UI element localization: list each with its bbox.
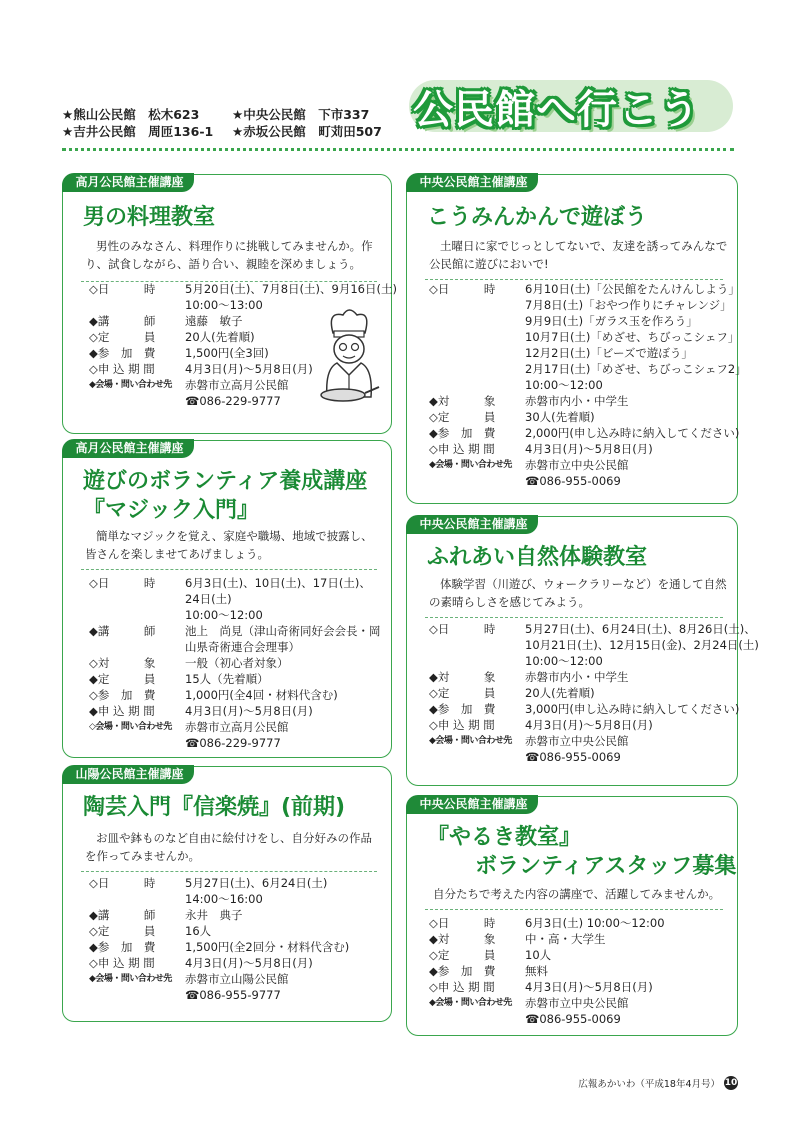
card-nature-experience [406,516,759,786]
card-tab: 高月公民館主催講座 [62,173,194,192]
info-label: ◇日 時 [429,916,496,930]
info-value: 赤磐市立山陽公民館 [185,972,289,986]
card-description: 土曜日に家でじっとしてないで、友達を誘ってみんなで公民館に遊びにおいで! [429,239,728,271]
info-value: 4月3日(月)～5月8日(月) [185,704,313,718]
card-description: 簡単なマジックを覚え、家庭や職場、地域で披露し、皆さんを楽しませてあげましょう。 [85,529,373,561]
info-row [429,637,759,653]
center-entry: ★熊山公民館 松木623 [62,107,200,122]
info-value: 15人（先着順） [185,672,269,686]
info-label: ◆講 師 [89,908,156,922]
info-row [429,281,740,297]
info-row [89,575,385,607]
card-magic-volunteer [62,440,392,758]
info-label: ◇申 込 期 間 [89,362,155,376]
info-label [429,361,525,377]
info-row [429,931,735,947]
info-value: 16人 [185,924,212,938]
info-label: ◇日 時 [89,876,156,890]
card-info [429,621,759,765]
card-info [89,875,389,1003]
info-row [429,345,735,361]
footer-text: 広報あかいわ（平成18年4月号） [578,1079,720,1090]
info-row [89,281,397,297]
info-value: 赤磐市立中央公民館 [525,996,629,1010]
info-value: 30人(先着順) [525,410,595,424]
info-value: 10月21日(土)、12月15日(金)、2月24日(土) [525,638,759,652]
info-label: ◇日 時 [429,622,496,636]
info-label [429,749,525,765]
info-label: ◆対 象 [429,932,496,946]
info-value: 10:00～12:00 [525,654,603,668]
info-row [429,457,735,473]
info-label: ◆参 加 費 [429,964,496,978]
center-address-list [62,106,382,140]
info-row [429,915,735,931]
info-row [429,329,740,345]
info-value: 14:00～16:00 [185,892,263,906]
info-row [89,955,389,971]
card-separator [425,279,723,280]
info-label: ◆講 師 [89,314,156,328]
info-value: 2,000円(申し込み時に納入してください) [525,426,740,440]
info-value: 10:00～12:00 [525,378,603,392]
center-entry: ★赤坂公民館 町苅田507 [232,124,382,139]
info-row [429,717,735,733]
info-label [429,329,525,345]
info-label: ◇申 込 期 間 [429,442,495,456]
card-title: 陶芸入門『信楽焼』(前期) [83,795,346,820]
card-title: 男の料理教室 [83,205,216,230]
info-label: ◇対 象 [89,656,156,670]
card-separator [425,617,723,618]
info-row [89,891,389,907]
info-label [429,313,525,329]
card-tab: 中央公民館主催講座 [406,795,538,814]
info-row [429,409,735,425]
card-description: 自分たちで考えた内容の講座で、活躍してみませんか。 [433,887,721,901]
info-row [429,685,735,701]
info-label: ◆参 加 費 [429,426,496,440]
info-label: ◇日 時 [89,576,156,590]
info-value: 赤磐市立高月公民館 [185,720,289,734]
info-label: ◇定 員 [429,948,496,962]
info-value: ☎086-229-9777 [185,736,281,750]
info-row [89,971,389,987]
info-label: ◆定 員 [89,672,156,686]
info-row [429,621,756,637]
info-value: ☎086-229-9777 [185,394,281,408]
info-label [429,377,525,393]
info-row [429,979,735,995]
info-row [429,473,735,489]
info-label: ◇参 加 費 [89,688,156,702]
chef-illustration-icon [313,305,385,405]
info-value: 3,000円(申し込み時に納入してください) [525,702,740,716]
info-label: ◆対 象 [429,670,496,684]
info-label: ◆申 込 期 間 [89,704,155,718]
info-label: ◇定 員 [89,924,156,938]
card-separator [425,909,723,910]
card-description: 男性のみなさん、料理作りに挑戦してみませんか。作り、試食しながら、語り合い、親睦を深めましょう。 [85,239,373,271]
card-info [89,575,385,751]
card-title: ふれあい自然体験教室 [427,545,648,570]
info-value: 1,500円(全3回) [185,346,269,360]
info-row [429,669,735,685]
info-label [89,735,185,751]
card-pottery [62,766,392,1022]
center-entry: ★吉井公民館 周匝136-1 [62,124,214,139]
info-label: ◆会場・問い合わせ先 [429,998,512,1008]
info-value: 池上 尚見（津山奇術同好会会長・岡山県奇術連合会理事） [185,624,381,654]
info-value: 1,500円(全2回分・材料代含む) [185,940,350,954]
info-value: 赤磐市立中央公民館 [525,734,629,748]
card-tab: 中央公民館主催講座 [406,173,538,192]
info-value: 12月2日(土)「ビーズで遊ぼう」 [525,346,693,360]
info-label: ◇定 員 [89,330,156,344]
info-row [89,719,385,735]
info-label: ◇申 込 期 間 [429,980,495,994]
info-value: ☎086-955-0069 [525,750,621,764]
info-value: 無料 [525,964,548,978]
info-label: ◇日 時 [429,282,496,296]
center-entry: ★中央公民館 下市337 [232,107,370,122]
info-value: 5月27日(土)、6月24日(土) [185,876,328,890]
info-row [429,313,735,329]
info-label: ◇日 時 [89,282,156,296]
card-mens-cooking [62,174,397,434]
info-label: ◇定 員 [429,686,496,700]
card-title: 『やるき教室』 ボランティアスタッフ募集 [427,825,737,879]
info-value: 4月3日(月)～5月8日(月) [525,718,653,732]
card-separator [81,569,377,570]
info-value: 2月17日(土)「めざせ、ちびっこシェフ2」 [525,362,747,376]
info-value: 4月3日(月)～5月8日(月) [185,362,313,376]
info-label: ◆会場・問い合わせ先 [89,380,172,390]
info-label: ◆参 加 費 [89,346,156,360]
info-label: ◇申 込 期 間 [89,956,155,970]
card-kominkan-play [406,174,747,504]
info-row [429,947,735,963]
info-row [429,377,735,393]
info-value: ☎086-955-0069 [525,1012,621,1026]
card-yaruki-volunteer [406,796,738,1036]
info-label [429,1011,525,1027]
info-value: 6月3日(土) 10:00～12:00 [525,916,665,930]
info-row [429,653,735,669]
page-title-banner [403,74,743,138]
info-label [89,891,185,907]
info-value: 5月20日(土)、7月8日(土)、9月16日(土) [185,282,397,296]
card-title: こうみんかんで遊ぼう [427,205,648,230]
info-row [89,623,385,655]
info-value: 10月7日(土)「めざせ、ちびっこシェフ」 [525,330,740,344]
info-label [89,607,185,623]
info-row [89,923,389,939]
info-label [429,637,525,653]
page-number: 10 [724,1078,738,1088]
info-value: 赤磐市立中央公民館 [525,458,629,472]
info-value: 5月27日(土)、6月24日(土)、8月26日(土)、 [525,622,756,636]
info-label [429,297,525,313]
info-row [89,703,385,719]
info-value: ☎086-955-9777 [185,988,281,1002]
info-label [429,473,525,489]
info-value: 10人 [525,948,552,962]
info-label: ◆参 加 費 [89,940,156,954]
info-label: ◇申 込 期 間 [429,718,495,732]
info-label [89,393,185,409]
info-row [89,655,385,671]
card-tab: 高月公民館主催講座 [62,439,194,458]
info-value: 10:00～13:00 [185,298,263,312]
info-value: 一般（初心者対象） [185,656,289,670]
info-row [429,441,735,457]
info-row [429,425,740,441]
info-row [429,393,735,409]
info-value: 4月3日(月)～5月8日(月) [525,980,653,994]
info-row [89,875,389,891]
info-label: ◆会場・問い合わせ先 [429,460,512,470]
card-tab: 中央公民館主催講座 [406,515,538,534]
info-label: ◆会場・問い合わせ先 [89,974,172,984]
info-value: 7月8日(土)「おやつ作りにチャレンジ」 [525,298,732,312]
info-row [89,607,385,623]
info-row [89,735,385,751]
info-row [429,701,740,717]
info-value: 4月3日(月)～5月8日(月) [525,442,653,456]
info-value: 赤磐市内小・中学生 [525,670,629,684]
info-value: 中・高・大学生 [525,932,606,946]
card-info [429,915,735,1027]
dotted-divider [62,148,734,151]
info-value: 赤磐市内小・中学生 [525,394,629,408]
info-row [89,671,385,687]
page-footer [578,1076,738,1090]
info-label: ◆会場・問い合わせ先 [429,736,512,746]
info-label: ◆対 象 [429,394,496,408]
info-label [89,297,185,313]
info-row [429,1011,735,1027]
card-title: 遊びのボランティア養成講座 『マジック入門』 [83,469,368,523]
info-value: 10:00～12:00 [185,608,263,622]
info-value: 20人(先着順) [185,330,255,344]
info-row [89,987,389,1003]
info-value: 赤磐市立高月公民館 [185,378,289,392]
card-tab: 山陽公民館主催講座 [62,765,194,784]
card-info [429,281,747,489]
info-label [429,653,525,669]
info-label: ◆講 師 [89,624,156,638]
card-description: 体験学習（川遊び、ウォークラリーなど）を通して自然の素晴らしさを感じてみよう。 [429,577,727,609]
info-label: ◇会場・問い合わせ先 [89,722,172,732]
info-row [429,297,735,313]
info-label: ◆参 加 費 [429,702,496,716]
info-row [89,939,389,955]
info-value: 20人(先着順) [525,686,595,700]
page-title: 公民館へ行こう [413,87,700,133]
info-row [429,361,747,377]
info-value: ☎086-955-0069 [525,474,621,488]
info-label [429,345,525,361]
info-row [429,995,735,1011]
info-label [89,987,185,1003]
info-label: ◇定 員 [429,410,496,424]
info-row [429,733,735,749]
info-value: 1,000円(全4回・材料代含む) [185,688,338,702]
info-value: 永井 典子 [185,908,243,922]
card-separator [81,871,377,872]
info-value: 4月3日(月)～5月8日(月) [185,956,313,970]
card-description: お皿や鉢ものなど自由に絵付けをし、自分好みの作品を作ってみませんか。 [85,831,372,863]
info-value: 遠藤 敏子 [185,314,243,328]
info-row [429,963,735,979]
info-row [89,907,389,923]
info-row [89,687,385,703]
info-value: 6月3日(土)、10日(土)、17日(土)、24日(土) [185,576,371,606]
info-value: 9月9日(土)「ガラス玉を作ろう」 [525,314,698,328]
info-value: 6月10日(土)「公民館をたんけんしよう」 [525,282,740,296]
info-row [429,749,735,765]
